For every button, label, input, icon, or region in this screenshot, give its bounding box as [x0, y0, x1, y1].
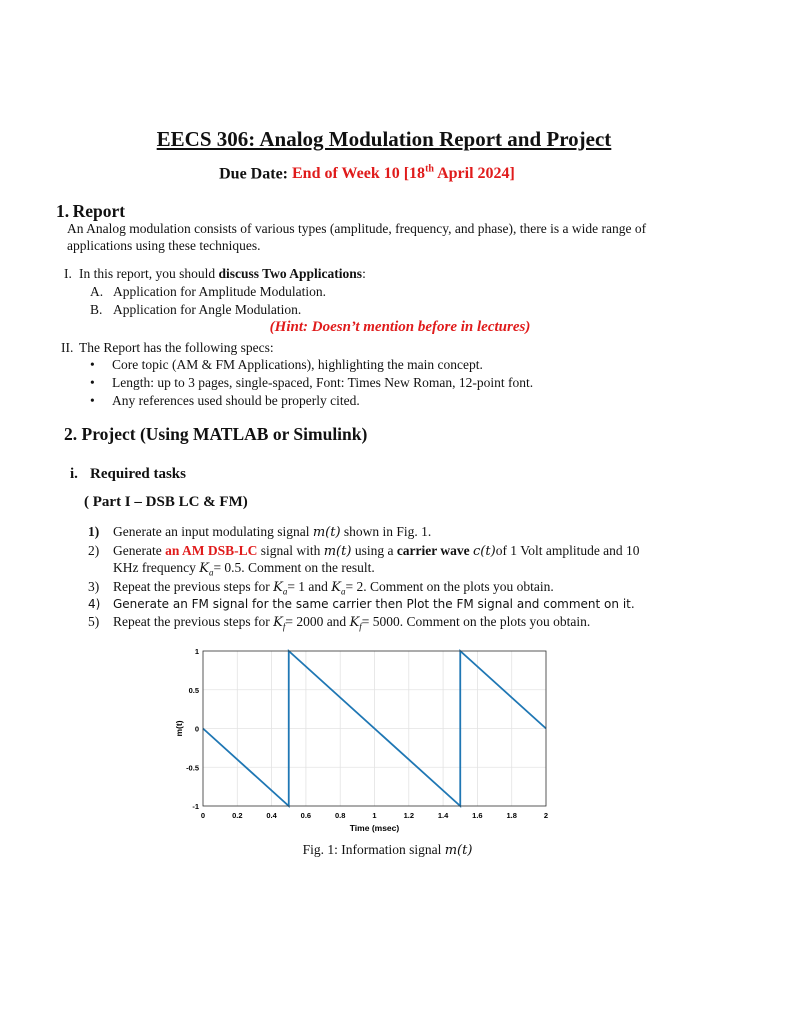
report-intro-line-1: An Analog modulation consists of various types (amplitude, frequency, and phase), there is a wide range of: [67, 221, 647, 236]
project-heading: 2. Project (Using MATLAB or Simulink): [64, 424, 368, 444]
due-date: [0, 164, 734, 183]
bullet-item: • Core topic (AM & FM Applications), highlighting the main concept.: [90, 357, 483, 372]
y-tick-label: -1: [192, 802, 199, 811]
signal-chart: [174, 640, 558, 833]
report-subitem-a: A. Application for Amplitude Modulation.: [90, 284, 326, 299]
x-tick-label: 0.6: [300, 811, 312, 820]
task-3: 3) Repeat the previous steps for $K_a= 1$ and $K_a= 2$. Comment on the plots you obtain.: [88, 579, 554, 597]
x-axis-label: Time (msec): [349, 823, 400, 833]
task-4: 4) Generate an FM signal for the same carrier then Plot the FM signal and comment on it.: [88, 597, 635, 611]
y-tick-label: 1: [194, 647, 199, 656]
x-tick-label: 0.4: [266, 811, 277, 820]
bullet-item: • Any references used should be properly cited.: [90, 393, 360, 408]
y-tick-label: 0.5: [188, 685, 199, 695]
task-2-continued: KHz frequency $K_a= 0.5$. Comment on the result.: [113, 560, 375, 578]
due-date-label: Due Date:: [219, 165, 288, 183]
due-date-value: End of Week 10 [18th April 2024]: [292, 164, 515, 183]
chart-ticks: [186, 647, 548, 820]
y-axis-label: m(t): [174, 720, 184, 737]
y-tick-label: -0.5: [186, 763, 199, 773]
x-tick-label: 1: [372, 811, 377, 820]
report-item-2: II. The Report has the following specs:: [61, 340, 274, 355]
task-5: 5) Repeat the previous steps for $K_f= 2000$ and $K_f= 5000$. Comment on the plots you obtain.: [88, 614, 591, 632]
report-intro-line-2: applications using these techniques.: [67, 238, 261, 253]
y-tick-label: 0: [194, 724, 199, 734]
x-tick-label: 2: [543, 811, 549, 820]
report-item-1: I. In this report, you should discuss Two Applications:: [64, 266, 366, 281]
part-one-heading: ( Part I – DSB LC & FM): [84, 494, 248, 510]
report-subitem-b: B. Application for Angle Modulation.: [90, 302, 302, 317]
hint-text: (Hint: Doesn’t mention before in lectures): [269, 319, 531, 335]
x-tick-label: 1.4: [437, 811, 449, 820]
required-tasks-heading: i. Required tasks: [70, 466, 186, 482]
report-heading: 1. Report: [56, 201, 126, 221]
x-tick-label: 1.2: [403, 811, 415, 820]
x-tick-label: 0: [200, 811, 206, 820]
x-tick-label: 0.2: [232, 811, 243, 820]
figure-caption: Fig. 1: Information signal m(t): [302, 842, 473, 858]
x-tick-label: 1.6: [472, 811, 483, 820]
x-tick-label: 1.8: [506, 811, 517, 820]
task-2: 2) Generate an AM DSB-LC signal with m(t) using a carrier wave c(t)of 1 Volt amplitude and 10: [88, 543, 640, 559]
task-1: 1) Generate an input modulating signal m(t) shown in Fig. 1.: [88, 524, 432, 540]
figure-1: [174, 640, 558, 833]
document-title: EECS 306: Analog Modulation Report and Project: [156, 127, 612, 151]
bullet-item: • Length: up to 3 pages, single-spaced, Font: Times New Roman, 12-point font.: [90, 375, 534, 390]
x-tick-label: 0.8: [334, 811, 346, 820]
